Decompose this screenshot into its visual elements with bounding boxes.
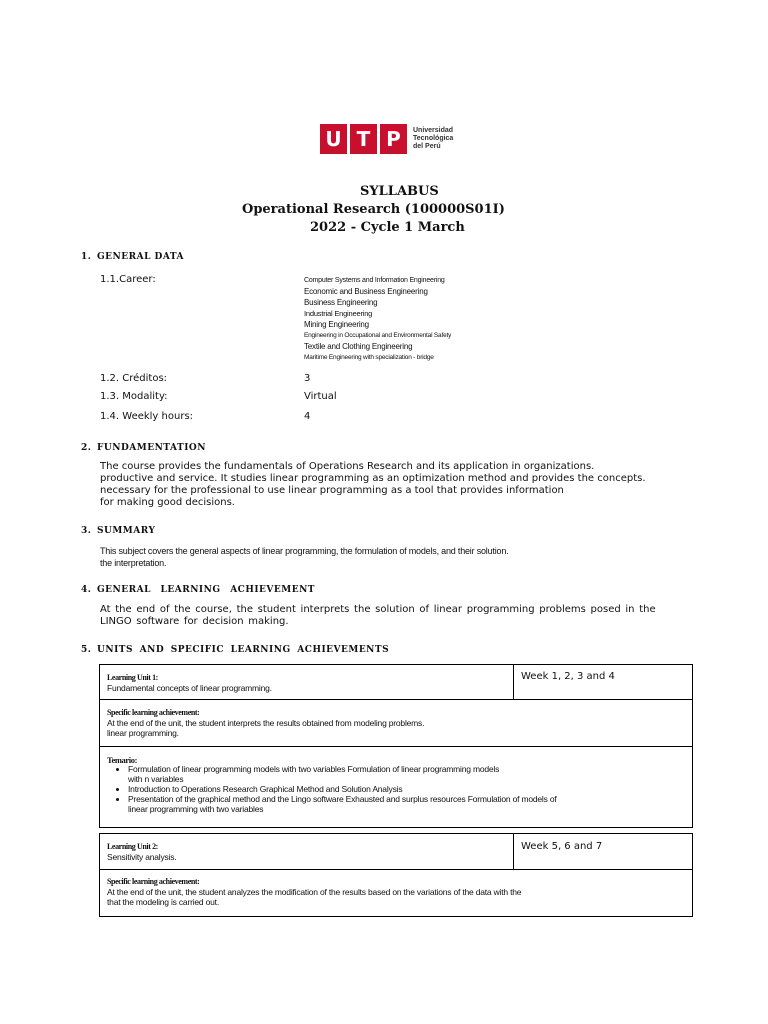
unit-2-title: Sensitivity analysis. — [107, 852, 177, 862]
unit-2-table — [99, 833, 693, 917]
career-item: Mining Engineering — [304, 320, 369, 329]
unit-2-achievement-label: Specific learning achievement: — [107, 877, 200, 886]
section-general-data-heading: 1. GENERAL DATA — [81, 252, 185, 262]
career-item: Computer Systems and Information Engineering — [304, 277, 445, 284]
university-logo — [320, 124, 453, 154]
credits-value: 3 — [304, 373, 311, 384]
temario-item: • Formulation of linear programming models with two variables Formulation of linear programming models with n variables — [128, 764, 557, 784]
unit-1-temario-label: Temario: — [107, 755, 138, 765]
logo-letter-p: P — [380, 124, 407, 154]
unit-2-weeks: Week 5, 6 and 7 — [521, 841, 603, 852]
course-name: Operational Research (100000S01I) — [242, 202, 505, 217]
unit-2-title-cell — [100, 834, 514, 869]
fundamentation-text: The course provides the fundamentals of Operations Research and its application in organizations. productive and service. It studies linear programming as an optimization method and provides the concepts. necessary for the professional to use linear programming as a tool that provides information for making good decisions. — [100, 461, 646, 508]
modality-label: 1.3. Modality: — [100, 391, 168, 402]
unit-1-achievement-text: At the end of the unit, the student interprets the results obtained from modeling problems. linear programming. — [107, 718, 425, 738]
career-item: Economic and Business Engineering — [304, 287, 428, 296]
unit-2-label: Learning Unit 2: — [107, 842, 158, 851]
temario-item: • Presentation of the graphical method and the Lingo software Exhausted and surplus resources Formulation of models of linear programming with two variables — [128, 794, 557, 814]
career-item: Business Engineering — [304, 298, 378, 307]
career-item: Textile and Clothing Engineering — [304, 342, 413, 351]
credits-label: 1.2. Créditos: — [100, 373, 168, 384]
summary-text: This subject covers the general aspects of linear programming, the formulation of models, and their solution. the interpretation. — [100, 546, 509, 568]
unit-1-title: Fundamental concepts of linear programming. — [107, 683, 272, 693]
career-item: Industrial Engineering — [304, 309, 373, 318]
logo-letter-t: T — [350, 124, 377, 154]
unit-1-table — [99, 664, 693, 828]
logo-university-name: Universidad Tecnológica del Perú — [413, 127, 454, 150]
career-item: Engineering in Occupational and Environmental Safety — [304, 332, 452, 339]
unit-1-weeks: Week 1, 2, 3 and 4 — [521, 671, 615, 682]
weekly-hours-value: 4 — [304, 411, 311, 422]
career-item: Maritime Engineering with specialization - bridge — [304, 354, 434, 361]
section-general-achievement-heading: 4. GENERAL LEARNING ACHIEVEMENT — [81, 585, 315, 595]
career-list — [304, 275, 451, 363]
modality-value: Virtual — [304, 391, 337, 402]
general-achievement-text: At the end of the course, the student interprets the solution of linear programming problems posed in the LINGO software for decision making. — [100, 604, 656, 627]
section-fundamentation-heading: 2. FUNDAMENTATION — [81, 443, 206, 453]
weekly-hours-label: 1.4. Weekly hours: — [100, 411, 194, 422]
syllabus-title: SYLLABUS — [360, 184, 439, 199]
unit-1-temario-list — [100, 764, 557, 814]
unit-1-label: Learning Unit 1: — [107, 673, 158, 682]
career-label: 1.1.Career: — [100, 274, 156, 285]
unit-1-title-cell — [100, 665, 514, 699]
unit-1-achievement-row — [100, 700, 692, 747]
section-units-heading: 5. UNITS AND SPECIFIC LEARNING ACHIEVEMENTS — [81, 645, 390, 655]
section-summary-heading: 3. SUMMARY — [81, 526, 156, 536]
temario-item: • Introduction to Operations Research Graphical Method and Solution Analysis — [128, 784, 557, 794]
logo-letter-u: U — [320, 124, 347, 154]
unit-2-achievement-text: At the end of the unit, the student analyzes the modification of the results based on the variations of the data with the that the modeling is carried out. — [107, 887, 522, 907]
unit-1-achievement-label: Specific learning achievement: — [107, 708, 200, 717]
unit-2-header-row — [100, 834, 692, 870]
unit-1-header-row — [100, 665, 692, 700]
unit-1-temario-list-wrap — [100, 764, 557, 814]
course-cycle: 2022 - Cycle 1 March — [310, 220, 465, 235]
